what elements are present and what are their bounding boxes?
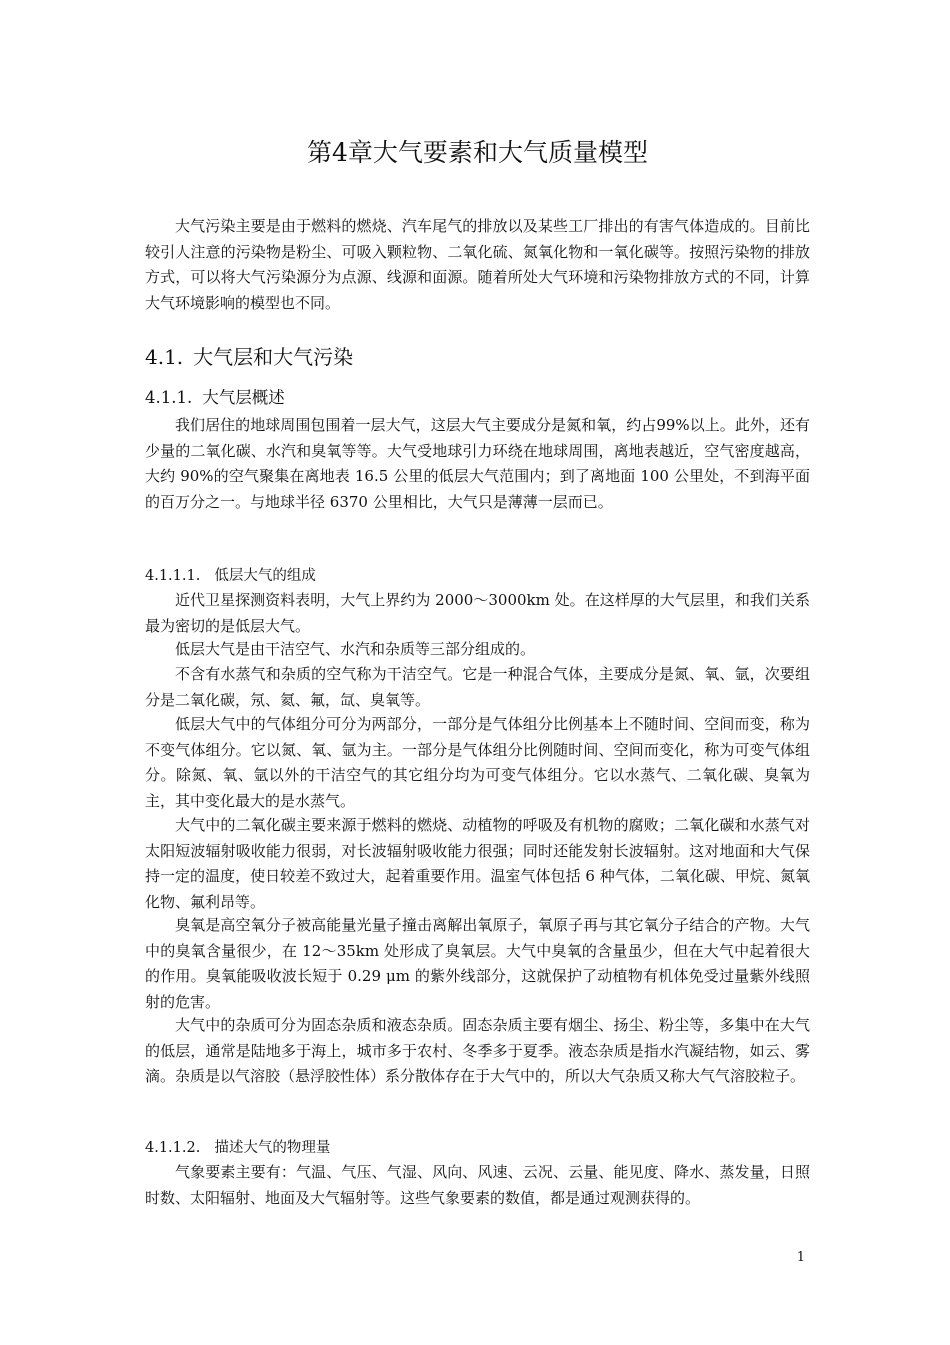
body-paragraph: 气象要素主要有：气温、气压、气湿、风向、风速、云况、云量、能见度、降水、蒸发量，日照时数、太阳辐射、地面及大气辐射等。这些气象要素的数值，都是通过观测获得的。 [145,1163,810,1207]
section-number: 4.1.1.2. [145,1140,201,1156]
body-paragraph: 低层大气中的气体组分可分为两部分，一部分是气体组分比例基本上不随时间、空间而变，称为不变气体组分。它以氮、氧、氩为主。一部分是气体组分比例随时间、空间而变化，称为可变气体组分。除氮、氧、氩以外的干洁空气的其它组分均为可变气体组分。它以水蒸气、二氧化碳、臭氧为主，其中变化最大的是水蒸气。 [145,715,810,810]
body-paragraph: 臭氧是高空氧分子被高能量光量子撞击离解出氧原子，氧原子再与其它氧分子结合的产物。大气中的臭氧含量很少，在 12～35km 处形成了臭氧层。大气中臭氧的含量虽少，但在大气中起着很大的作用。臭氧能吸收波长短于 0.29 μm 的紫外线部分，这就保护了动植物有机体免受过量紫外线照射的危害。 [145,916,810,1011]
body-paragraph: 近代卫星探测资料表明，大气上界约为 2000～3000km 处。在这样厚的大气层里，和我们关系最为密切的是低层大气。 [145,591,810,635]
section-heading-4-1-1-1 [145,565,316,587]
body-paragraph: 大气中的二氧化碳主要来源于燃料的燃烧、动植物的呼吸及有机物的腐败；二氧化碳和水蒸气对太阳短波辐射吸收能力很弱，对长波辐射吸收能力很强；同时还能发射长波辐射。这对地面和大气保持一定的温度，使日较差不致过大，起着重要作用。温室气体包括 6 种气体，二氧化碳、甲烷、氮氧化物、氟利昂等。 [145,816,810,911]
section-number: 4.1.1.1. [145,568,201,584]
overview-paragraph: 我们居住的地球周围包围着一层大气，这层大气主要成分是氮和氧，约占99%以上。此外，还有少量的二氧化碳、水汽和臭氧等等。大气受地球引力环绕在地球周围，离地表越近，空气密度越高，大约 90%的空气聚集在离地表 16.5 公里的低层大气范围内；到了离地面 100 公里处，不到海平面的百万分之一。与地球半径 6370 公里相比，大气只是薄薄一层而已。 [145,416,810,511]
body-paragraph: 不含有水蒸气和杂质的空气称为干洁空气。它是一种混合气体，主要成分是氮、氧、氩，次要组分是二氧化碳，氖、氦、氟，氙、臭氧等。 [145,665,810,709]
section-number: 4.1. [145,345,184,369]
section-title: 描述大气的物理量 [214,1140,331,1156]
section-heading-4-1-1 [145,386,285,410]
chapter-title: 第4章大气要素和大气质量模型 [307,138,648,167]
section-heading-4-1-1-2 [145,1137,330,1159]
section-title: 大气层和大气污染 [193,345,354,369]
section-title: 大气层概述 [202,388,285,407]
body-paragraph: 大气中的杂质可分为固态杂质和液态杂质。固态杂质主要有烟尘、扬尘、粉尘等，多集中在大气的低层，通常是陆地多于海上，城市多于农村、冬季多于夏季。液态杂质是指水汽凝结物，如云、雾滴。杂质是以气溶胶（悬浮胶性体）系分散体存在于大气中的，所以大气杂质又称大气气溶胶粒子。 [145,1016,810,1086]
intro-paragraph: 大气污染主要是由于燃料的燃烧、汽车尾气的排放以及某些工厂排出的有害气体造成的。目前比较引人注意的污染物是粉尘、可吸入颗粒物、二氧化硫、氮氧化物和一氧化碳等。按照污染物的排放方式，可以将大气污染源分为点源、线源和面源。随着所处大气环境和污染物排放方式的不同，计算大气环境影响的模型也不同。 [145,217,810,312]
page-number: 1 [796,1250,805,1265]
section-number: 4.1.1. [145,388,193,407]
body-paragraph: 低层大气是由干洁空气、水汽和杂质等三部分组成的。 [175,640,536,658]
section-heading-4-1 [145,343,353,371]
section-title: 低层大气的组成 [214,568,316,584]
